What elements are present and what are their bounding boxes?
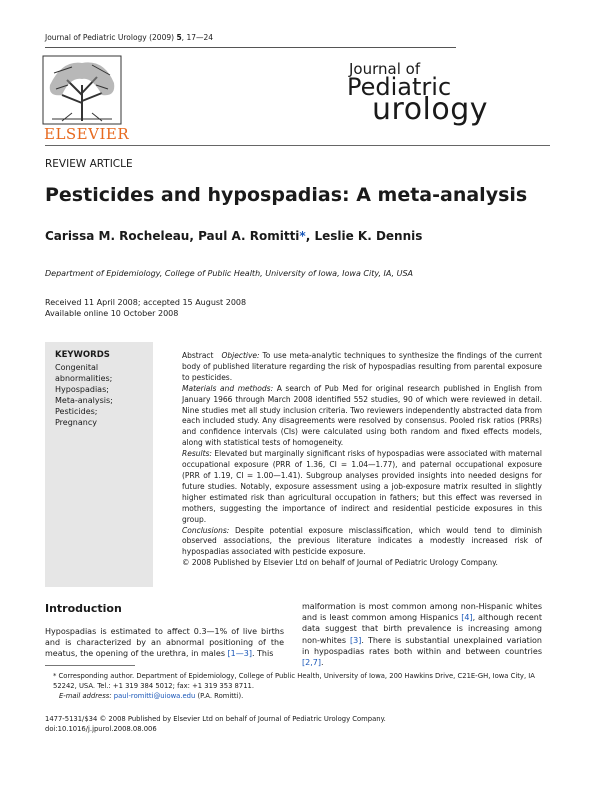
- abstract-copyright: © 2008 Published by Elsevier Ltd on behalf of Journal of Pediatric Urology Company.: [182, 558, 498, 568]
- abstract-methods: Materials and methods: A search of Pub Med for original research published in English from January 1966 through March 2008 identified 552 studies, 90 of which were reviewed in detail. Nine studies met all study inclusion criteria. Two reviewers independently abstracted data from each included study. Any disagreements were resolved by consensus. Pooled risk ratios (PRRs) and confidence intervals (CIs) were calculated using both random and fixed effects models, along with statistical tests of homogeneity.: [182, 383, 542, 448]
- article-type: REVIEW ARTICLE: [45, 158, 133, 170]
- author-list: Carissa M. Rocheleau, Paul A. Romitti*, Leslie K. Dennis: [45, 229, 423, 243]
- intro-text-right: malformation is most common among non-Hispanic whites and is least common among Hispanics [4], although recent data suggest that birth prevalence is increasing among non-whites [3]. There is substantial unexplained variation in hypospadias rates both within and between countries [2,7].: [302, 602, 543, 668]
- journal-logo-line1: Journal of: [349, 60, 421, 78]
- article-title: Pesticides and hypospadias: A meta-analysis: [45, 184, 528, 206]
- footnote: [45, 671, 550, 702]
- keyword: Pregnancy: [55, 418, 97, 427]
- keyword: Hypospadias;: [55, 385, 109, 394]
- doi-line: doi:10.1016/j.jpurol.2008.08.006: [45, 725, 157, 734]
- email-line: E-mail address: paul-romitti@uiowa.edu (P.A. Romitti).: [59, 692, 244, 701]
- footnote-rule: [45, 665, 135, 666]
- corresponding-author-link[interactable]: *: [299, 229, 306, 243]
- journal-citation: Journal of Pediatric Urology (2009) 5, 17—24: [45, 33, 214, 42]
- header-rule: [45, 47, 456, 48]
- keywords-list: [55, 362, 113, 428]
- keywords-title: KEYWORDS: [55, 350, 110, 360]
- section-heading-introduction: Introduction: [45, 602, 122, 615]
- reference-link[interactable]: [1—3]: [227, 649, 252, 659]
- journal-logo-line2: Pediatric: [347, 73, 452, 101]
- corresponding-author-note: * Corresponding author. Department of Epidemiology, College of Public Health, University of Iowa, 200 Hawkins Drive, C21E-GH, Iowa City, IA 52242, USA. Tel.: +1 319 384 5012; fax: +1 319 353 8711.: [53, 672, 535, 691]
- affiliation: Department of Epidemiology, College of Public Health, University of Iowa, Iowa City, IA, USA: [45, 269, 414, 278]
- journal-logo-line3: urology: [372, 92, 489, 127]
- abstract-results: Results: Elevated but marginally significant risks of hypospadias were associated with maternal occupational exposure (PRR of 1.36, CI = 1.04—1.77), and paternal occupational exposure (PRR of 1.19, CI = 1.00—1.41). Subgroup analyses provided insights into needed designs for future studies. Notably, exposure assessment using a job-exposure matrix resulted in slightly higher estimated risk than agricultural occupation in fathers; but this effect was reversed in mothers, suggesting the importance of indirect and residential pesticide exposures in this group.: [182, 449, 542, 524]
- publisher-wordmark: ELSEVIER: [44, 125, 130, 143]
- publication-info: [45, 714, 386, 734]
- intro-text-left: Hypospadias is estimated to affect 0.3—1% of live births and is characterized by an abnormal positioning of the meatus, the opening of the urethra, in males [1—3]. This: [45, 627, 284, 659]
- abstract: [182, 351, 542, 569]
- abstract-label: Abstract: [182, 351, 214, 360]
- keyword: Congenital: [55, 363, 99, 372]
- reference-link[interactable]: [4]: [461, 613, 473, 623]
- reference-link[interactable]: [2,7]: [302, 658, 321, 668]
- issn-line: 1477-5131/$34 © 2008 Published by Elsevier Ltd on behalf of Journal of Pediatric Urology Company.: [45, 715, 386, 723]
- email-link[interactable]: paul-romitti@uiowa.edu: [113, 692, 196, 701]
- keyword: abnormalities;: [55, 374, 113, 383]
- article-dates: [45, 297, 246, 319]
- keyword: Pesticides;: [55, 407, 98, 416]
- masthead-rule: [45, 145, 550, 146]
- received-date: Received 11 April 2008; accepted 15 August 2008: [45, 298, 247, 307]
- abstract-objective: Abstract Objective: To use meta-analytic techniques to synthesize the findings of the current body of published literature regarding the risk of hypospadias resulting from parental exposure to pesticides.: [182, 351, 542, 382]
- abstract-conclusions: Conclusions: Despite potential exposure misclassification, which would tend to diminish observed associations, the previous literature indicates a modestly increased risk of hypospadias associated with pesticide exposure.: [182, 525, 542, 557]
- reference-link[interactable]: [3]: [350, 635, 362, 645]
- online-date: Available online 10 October 2008: [45, 309, 179, 318]
- keyword: Meta-analysis;: [55, 396, 113, 405]
